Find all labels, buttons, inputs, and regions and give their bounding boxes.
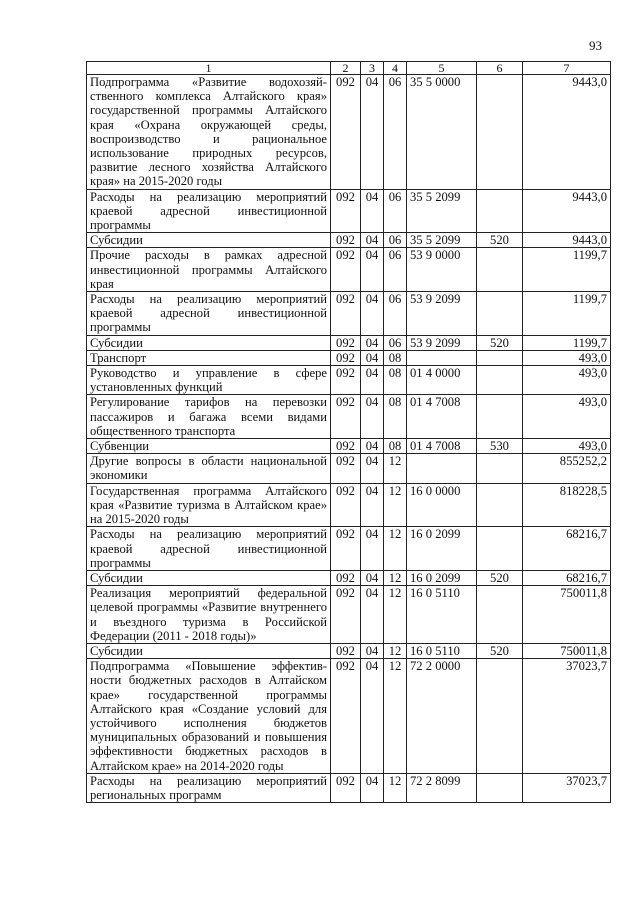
department-code-cell: 092: [331, 350, 361, 365]
table-row: [87, 233, 611, 248]
column-header: 4: [384, 62, 407, 75]
target-article-cell: 35 5 0000: [407, 75, 477, 190]
section-cell: 04: [361, 350, 384, 365]
expense-type-cell: [477, 454, 523, 483]
expense-type-cell: [477, 292, 523, 336]
subsection-cell: 08: [384, 350, 407, 365]
item-name-cell: Субсидии: [87, 233, 331, 248]
subsection-cell: 08: [384, 366, 407, 395]
target-article-cell: 01 4 0000: [407, 366, 477, 395]
target-article-cell: 16 0 5110: [407, 643, 477, 658]
table-row: [87, 75, 611, 190]
department-code-cell: 092: [331, 659, 361, 774]
target-article-cell: 01 4 7008: [407, 395, 477, 439]
department-code-cell: 092: [331, 75, 361, 190]
amount-cell: 68216,7: [523, 527, 611, 571]
department-code-cell: 092: [331, 643, 361, 658]
table-header-row: [87, 62, 611, 75]
item-name-cell: Регулирование тарифов на перевозки пассажиров и багажа всеми видами общественного транспорта: [87, 395, 331, 439]
expense-type-cell: [477, 659, 523, 774]
expense-type-cell: [477, 189, 523, 233]
subsection-cell: 12: [384, 586, 407, 644]
subsection-cell: 12: [384, 643, 407, 658]
table-row: [87, 643, 611, 658]
target-article-cell: 16 0 2099: [407, 570, 477, 585]
item-name-cell: Другие вопросы в области национальной экономики: [87, 454, 331, 483]
department-code-cell: 092: [331, 586, 361, 644]
amount-cell: 9443,0: [523, 75, 611, 190]
column-header: 5: [407, 62, 477, 75]
department-code-cell: 092: [331, 233, 361, 248]
amount-cell: 37023,7: [523, 659, 611, 774]
item-name-cell: Субвенции: [87, 439, 331, 454]
subsection-cell: 06: [384, 248, 407, 292]
department-code-cell: 092: [331, 527, 361, 571]
column-header: 3: [361, 62, 384, 75]
expense-type-cell: [477, 248, 523, 292]
amount-cell: 9443,0: [523, 189, 611, 233]
table-row: [87, 292, 611, 336]
column-header: 6: [477, 62, 523, 75]
amount-cell: 1199,7: [523, 292, 611, 336]
target-article-cell: 53 9 2099: [407, 292, 477, 336]
expense-type-cell: [477, 483, 523, 527]
section-cell: 04: [361, 439, 384, 454]
table-row: [87, 659, 611, 774]
subsection-cell: 12: [384, 570, 407, 585]
section-cell: 04: [361, 659, 384, 774]
section-cell: 04: [361, 292, 384, 336]
subsection-cell: 06: [384, 75, 407, 190]
subsection-cell: 12: [384, 773, 407, 802]
target-article-cell: [407, 350, 477, 365]
section-cell: 04: [361, 570, 384, 585]
amount-cell: 493,0: [523, 366, 611, 395]
subsection-cell: 06: [384, 233, 407, 248]
subsection-cell: 12: [384, 483, 407, 527]
subsection-cell: 12: [384, 454, 407, 483]
section-cell: 04: [361, 395, 384, 439]
expense-type-cell: [477, 75, 523, 190]
table-row: [87, 586, 611, 644]
department-code-cell: 092: [331, 454, 361, 483]
target-article-cell: 16 0 0000: [407, 483, 477, 527]
item-name-cell: Подпрограмма «Развитие водохозяйственного комплекса Алтайского края» государственной программы Алтайского края «Охрана окружающей среды, воспроизводство и рациональное использование природных ресурсов, развитие лесного хозяйства Алтайского края» на 2015-2020 годы: [87, 75, 331, 190]
amount-cell: 493,0: [523, 350, 611, 365]
amount-cell: 1199,7: [523, 335, 611, 350]
table-row: [87, 395, 611, 439]
section-cell: 04: [361, 75, 384, 190]
section-cell: 04: [361, 189, 384, 233]
department-code-cell: 092: [331, 366, 361, 395]
subsection-cell: 12: [384, 659, 407, 774]
section-cell: 04: [361, 483, 384, 527]
budget-table: [86, 61, 611, 803]
section-cell: 04: [361, 233, 384, 248]
amount-cell: 750011,8: [523, 586, 611, 644]
subsection-cell: 06: [384, 189, 407, 233]
subsection-cell: 06: [384, 292, 407, 336]
expense-type-cell: [477, 773, 523, 802]
section-cell: 04: [361, 527, 384, 571]
item-name-cell: Субсидии: [87, 643, 331, 658]
target-article-cell: 16 0 2099: [407, 527, 477, 571]
target-article-cell: 53 9 2099: [407, 335, 477, 350]
target-article-cell: 53 9 0000: [407, 248, 477, 292]
section-cell: 04: [361, 366, 384, 395]
table-row: [87, 350, 611, 365]
table-row: [87, 366, 611, 395]
department-code-cell: 092: [331, 335, 361, 350]
item-name-cell: Расходы на реализацию мероприятий краевой адресной инвестиционной программы: [87, 189, 331, 233]
table-row: [87, 570, 611, 585]
item-name-cell: Руководство и управление в сфере установленных функций: [87, 366, 331, 395]
expense-type-cell: 520: [477, 643, 523, 658]
expense-type-cell: 530: [477, 439, 523, 454]
expense-type-cell: [477, 395, 523, 439]
expense-type-cell: [477, 527, 523, 571]
item-name-cell: Расходы на реализацию мероприятий краевой адресной инвестиционной программы: [87, 292, 331, 336]
department-code-cell: 092: [331, 248, 361, 292]
table-row: [87, 248, 611, 292]
expense-type-cell: 520: [477, 570, 523, 585]
column-header: 2: [331, 62, 361, 75]
section-cell: 04: [361, 643, 384, 658]
subsection-cell: 06: [384, 335, 407, 350]
page-number: 93: [589, 38, 602, 53]
section-cell: 04: [361, 773, 384, 802]
expense-type-cell: 520: [477, 233, 523, 248]
item-name-cell: Прочие расходы в рамках адресной инвестиционной программы Алтайского края: [87, 248, 331, 292]
section-cell: 04: [361, 454, 384, 483]
subsection-cell: 08: [384, 439, 407, 454]
expense-type-cell: [477, 350, 523, 365]
subsection-cell: 12: [384, 527, 407, 571]
department-code-cell: 092: [331, 773, 361, 802]
department-code-cell: 092: [331, 395, 361, 439]
section-cell: 04: [361, 586, 384, 644]
table-row: [87, 773, 611, 802]
target-article-cell: 35 5 2099: [407, 189, 477, 233]
subsection-cell: 08: [384, 395, 407, 439]
expense-type-cell: 520: [477, 335, 523, 350]
amount-cell: 818228,5: [523, 483, 611, 527]
target-article-cell: 35 5 2099: [407, 233, 477, 248]
amount-cell: 493,0: [523, 439, 611, 454]
item-name-cell: Расходы на реализацию мероприятий краевой адресной инвестиционной программы: [87, 527, 331, 571]
table-row: [87, 439, 611, 454]
section-cell: 04: [361, 248, 384, 292]
table-row: [87, 335, 611, 350]
table-row: [87, 454, 611, 483]
target-article-cell: 16 0 5110: [407, 586, 477, 644]
target-article-cell: 01 4 7008: [407, 439, 477, 454]
item-name-cell: Транспорт: [87, 350, 331, 365]
department-code-cell: 092: [331, 570, 361, 585]
amount-cell: 68216,7: [523, 570, 611, 585]
department-code-cell: 092: [331, 483, 361, 527]
amount-cell: 37023,7: [523, 773, 611, 802]
expense-type-cell: [477, 586, 523, 644]
target-article-cell: 72 2 0000: [407, 659, 477, 774]
item-name-cell: Государственная программа Алтайского края «Развитие туризма в Алтайском крае» на 2015-2020 годы: [87, 483, 331, 527]
target-article-cell: 72 2 8099: [407, 773, 477, 802]
item-name-cell: Подпрограмма «Повышение эффективности бюджетных расходов в Алтайском крае» государственной программы Алтайского края «Создание условий для устойчивого исполнения бюджетов муниципальных образований и повышения эффективности бюджетных расходов в Алтайском крае» на 2014-2020 годы: [87, 659, 331, 774]
amount-cell: 855252,2: [523, 454, 611, 483]
item-name-cell: Субсидии: [87, 570, 331, 585]
department-code-cell: 092: [331, 189, 361, 233]
table-row: [87, 483, 611, 527]
department-code-cell: 092: [331, 292, 361, 336]
column-header: 7: [523, 62, 611, 75]
amount-cell: 9443,0: [523, 233, 611, 248]
section-cell: 04: [361, 335, 384, 350]
item-name-cell: Расходы на реализацию мероприятий региональных программ: [87, 773, 331, 802]
department-code-cell: 092: [331, 439, 361, 454]
amount-cell: 1199,7: [523, 248, 611, 292]
item-name-cell: Субсидии: [87, 335, 331, 350]
expense-type-cell: [477, 366, 523, 395]
amount-cell: 750011,8: [523, 643, 611, 658]
column-header: 1: [87, 62, 331, 75]
table-row: [87, 189, 611, 233]
target-article-cell: [407, 454, 477, 483]
item-name-cell: Реализация мероприятий федеральной целевой программы «Развитие внутреннего и въездного туризма в Российской Федерации (2011 - 2018 годы)»: [87, 586, 331, 644]
table-row: [87, 527, 611, 571]
amount-cell: 493,0: [523, 395, 611, 439]
